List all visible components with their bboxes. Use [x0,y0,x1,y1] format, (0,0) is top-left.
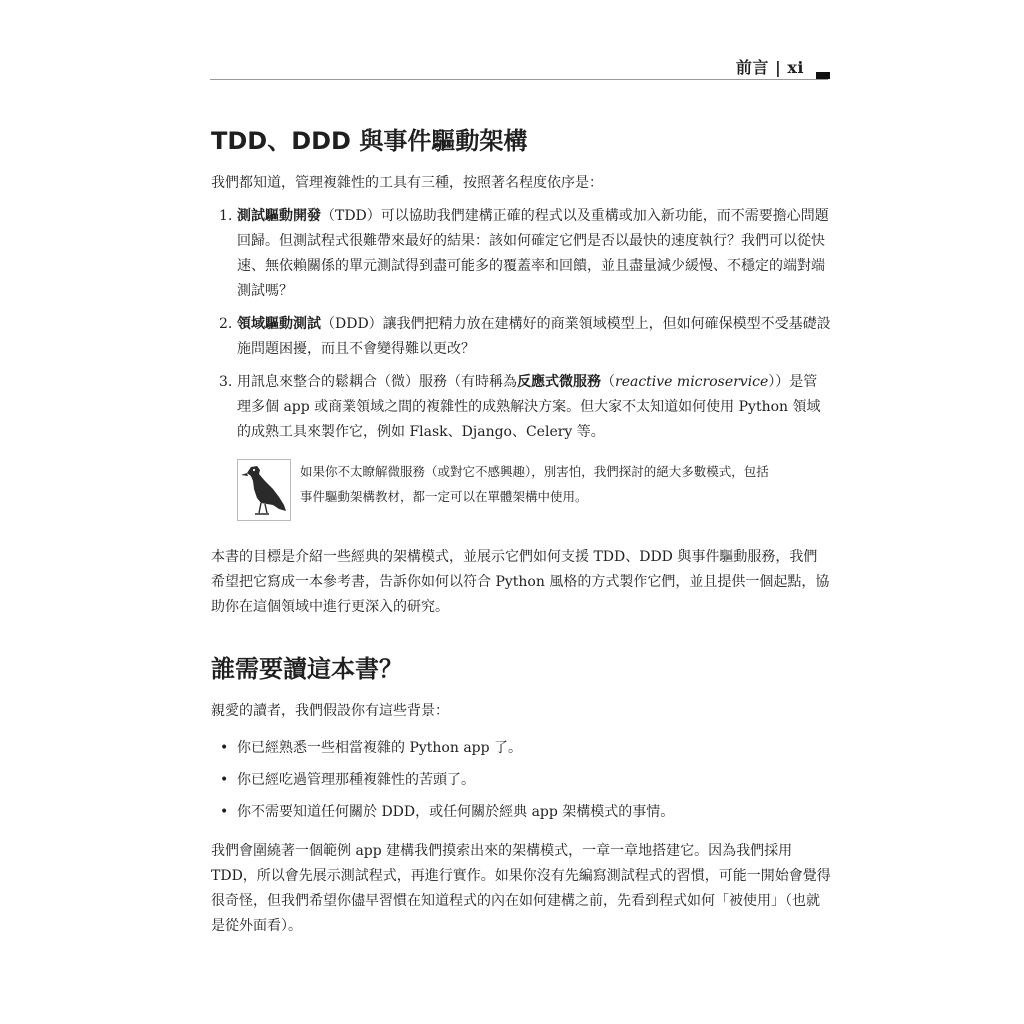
tools-list [211,204,831,445]
thumb-tab-marker [816,72,830,79]
page-content [211,126,831,939]
term-reactive-microservice: 反應式微服務 [517,374,601,391]
list-item: 3. 用訊息來整合的鬆耦合（微）服務（有時稱為反應式微服務（reactive microservice））是管理多個 app 或商業領域之間的複雜性的成熟解決方案。但大家不太知道如何使用 Python 領域的成熟工具來製作它，例如 Flask、Django、Celery 等。 [219,374,821,441]
tip-note [237,459,831,523]
term-tdd: 測試驅動開發 [237,208,321,225]
section-heading-tdd-ddd: TDD、DDD 與事件驅動架構 [211,127,528,155]
section2-intro: 親愛的讀者，我們假設你有這些背景： [211,703,449,720]
list-item: • 你已經熟悉一些相當複雜的 Python app 了。 [220,740,523,757]
section1-body: 本書的目標是介紹一些經典的架構模式，並展示它們如何支援 TDD、DDD 與事件驅動服務，我們希望把它寫成一本參考書，告訴你如何以符合 Python 風格的方式製作它們，並且提供一個起點，協助你在這個領域中進行更深入的研究。 [211,549,830,616]
reader-background-list [211,736,831,825]
list-item: 2. 領域驅動測試（DDD）讓我們把精力放在建構好的商業領域模型上，但如何確保模型不受基礎設施問題困擾，而且不會變得難以更改？ [219,316,831,358]
crow-icon [237,459,291,521]
section1-intro: 我們都知道，管理複雜性的工具有三種，按照著名程度依序是： [211,175,603,192]
section-heading-who-should-read: 誰需要讀這本書？ [211,655,403,684]
term-ddd: 領域驅動測試 [237,316,321,333]
page-header-title: 前言 | xi [735,58,804,77]
section2-body: 我們會圍繞著一個範例 app 建構我們摸索出來的架構模式，一章一章地搭建它。因為我們採用 TDD，所以會先展示測試程式，再進行實作。如果你沒有先編寫測試程式的習慣，可能一開始會覺得很奇怪，但我們希望你儘早習慣在知道程式的內在如何建構之前，先看到程式如何「被使用」（也就是從外面看）。 [211,843,831,935]
running-head [210,52,828,80]
tip-text: 如果你不太瞭解微服務（或對它不感興趣），別害怕，我們探討的絕大多數模式，包括事件驅動架構教材，都一定可以在單體架構中使用。 [300,464,769,505]
list-item: 1. 測試驅動開發（TDD）可以協助我們建構正確的程式以及重構或加入新功能，而不需要擔心問題回歸。但測試程式很難帶來最好的結果：該如何確定它們是否以最快的速度執行？我們可以從快速、無依賴關係的單元測試得到盡可能多的覆蓋率和回饋，並且盡量減少緩慢、不穩定的端對端測試嗎？ [219,208,829,300]
list-item: • 你不需要知道任何關於 DDD，或任何關於經典 app 架構模式的事情。 [220,804,675,821]
term-reactive-microservice-en: reactive microservice [615,374,769,391]
list-item: • 你已經吃過管理那種複雜性的苦頭了。 [220,772,475,789]
